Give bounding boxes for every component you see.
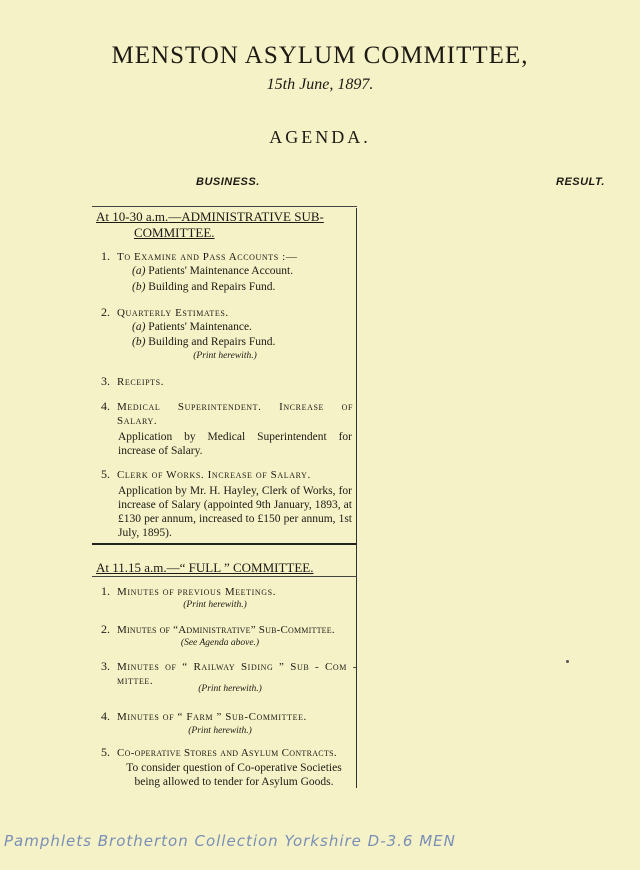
- sub-item: (b) Building and Repairs Fund.: [132, 281, 276, 293]
- item-title: Minutes of “Administrative” Sub-Committee.: [117, 624, 335, 636]
- item-title: To Examine and Pass Accounts :—: [117, 251, 298, 263]
- agenda-heading: AGENDA.: [269, 127, 371, 147]
- item-number: 2.: [101, 305, 110, 319]
- sub-item: (a) Patients' Maintenance.: [132, 321, 252, 333]
- sub-item: (a) Patients' Maintenance Account.: [132, 265, 294, 277]
- business-column-header: BUSINESS.: [196, 176, 260, 188]
- item-number: 5.: [101, 467, 110, 481]
- sub-item: (b) Building and Repairs Fund.: [132, 336, 276, 348]
- section2-heading: [96, 560, 358, 576]
- item-title: Quarterly Estimates.: [117, 307, 229, 319]
- item-title: Minutes of “ Farm ” Sub-Committee.: [117, 711, 307, 723]
- item-title: Minutes of “ Railway Siding ” Sub - Com - mittee.: [117, 661, 357, 687]
- item-title: Medical Superintendent. Increase of Salary.: [117, 401, 353, 427]
- item-body: Application by Mr. H. Hayley, Clerk of Works, for increase of Salary (appointed 9th January, 1893, at £130 per annum, increased to £150 per annum, 1st July, 1895).: [118, 485, 352, 539]
- item-number: 2.: [101, 622, 110, 636]
- print-note: (Print herewith.): [193, 351, 257, 361]
- section-divider: [92, 543, 357, 545]
- section1-top-rule: [92, 206, 357, 207]
- handwritten-catalogue-note: Pamphlets Brotherton Collection Yorkshire D-3.6 MEN: [4, 832, 456, 850]
- section1-title: —ADMINISTRATIVE SUB-: [168, 209, 324, 224]
- item-title: Co-operative Stores and Asylum Contracts.: [117, 747, 337, 759]
- item-body: To consider question of Co-operative Societies being allowed to tender for Asylum Goods.: [126, 762, 342, 788]
- section2-time: At 11.15 a.m.: [96, 560, 167, 575]
- item-number: 3.: [101, 374, 110, 388]
- item-number: 4.: [101, 709, 110, 723]
- print-note: (Print herewith.): [188, 726, 252, 736]
- section1-time: At 10-30 a.m.: [96, 209, 169, 224]
- item-number: 3.: [101, 659, 110, 673]
- item-title: Receipts.: [117, 376, 165, 388]
- item-number: 5.: [101, 745, 110, 759]
- item-number: 1.: [101, 584, 110, 598]
- stray-mark: [566, 660, 569, 663]
- item-title: Clerk of Works. Increase of Salary.: [117, 469, 311, 481]
- print-note: (Print herewith.): [183, 600, 247, 610]
- print-note: (Print herewith.): [198, 684, 262, 694]
- document-title: MENSTON ASYLUM COMMITTEE,: [111, 42, 529, 69]
- item-title: Minutes of previous Meetings.: [117, 586, 277, 598]
- section2-title: —“ FULL ” COMMITTEE.: [166, 560, 314, 575]
- agenda-note: (See Agenda above.): [180, 638, 260, 648]
- item-number: 1.: [101, 249, 110, 263]
- meeting-date: 15th June, 1897.: [266, 76, 374, 93]
- section2-rule: [92, 576, 357, 577]
- section1-heading: [96, 209, 358, 241]
- result-column-header: RESULT.: [556, 176, 605, 188]
- item-body: Application by Medical Superintendent for increase of Salary.: [118, 431, 352, 457]
- item-number: 4.: [101, 399, 110, 413]
- column-divider: [356, 208, 357, 788]
- section1-title-cont: COMMITTEE.: [134, 225, 215, 240]
